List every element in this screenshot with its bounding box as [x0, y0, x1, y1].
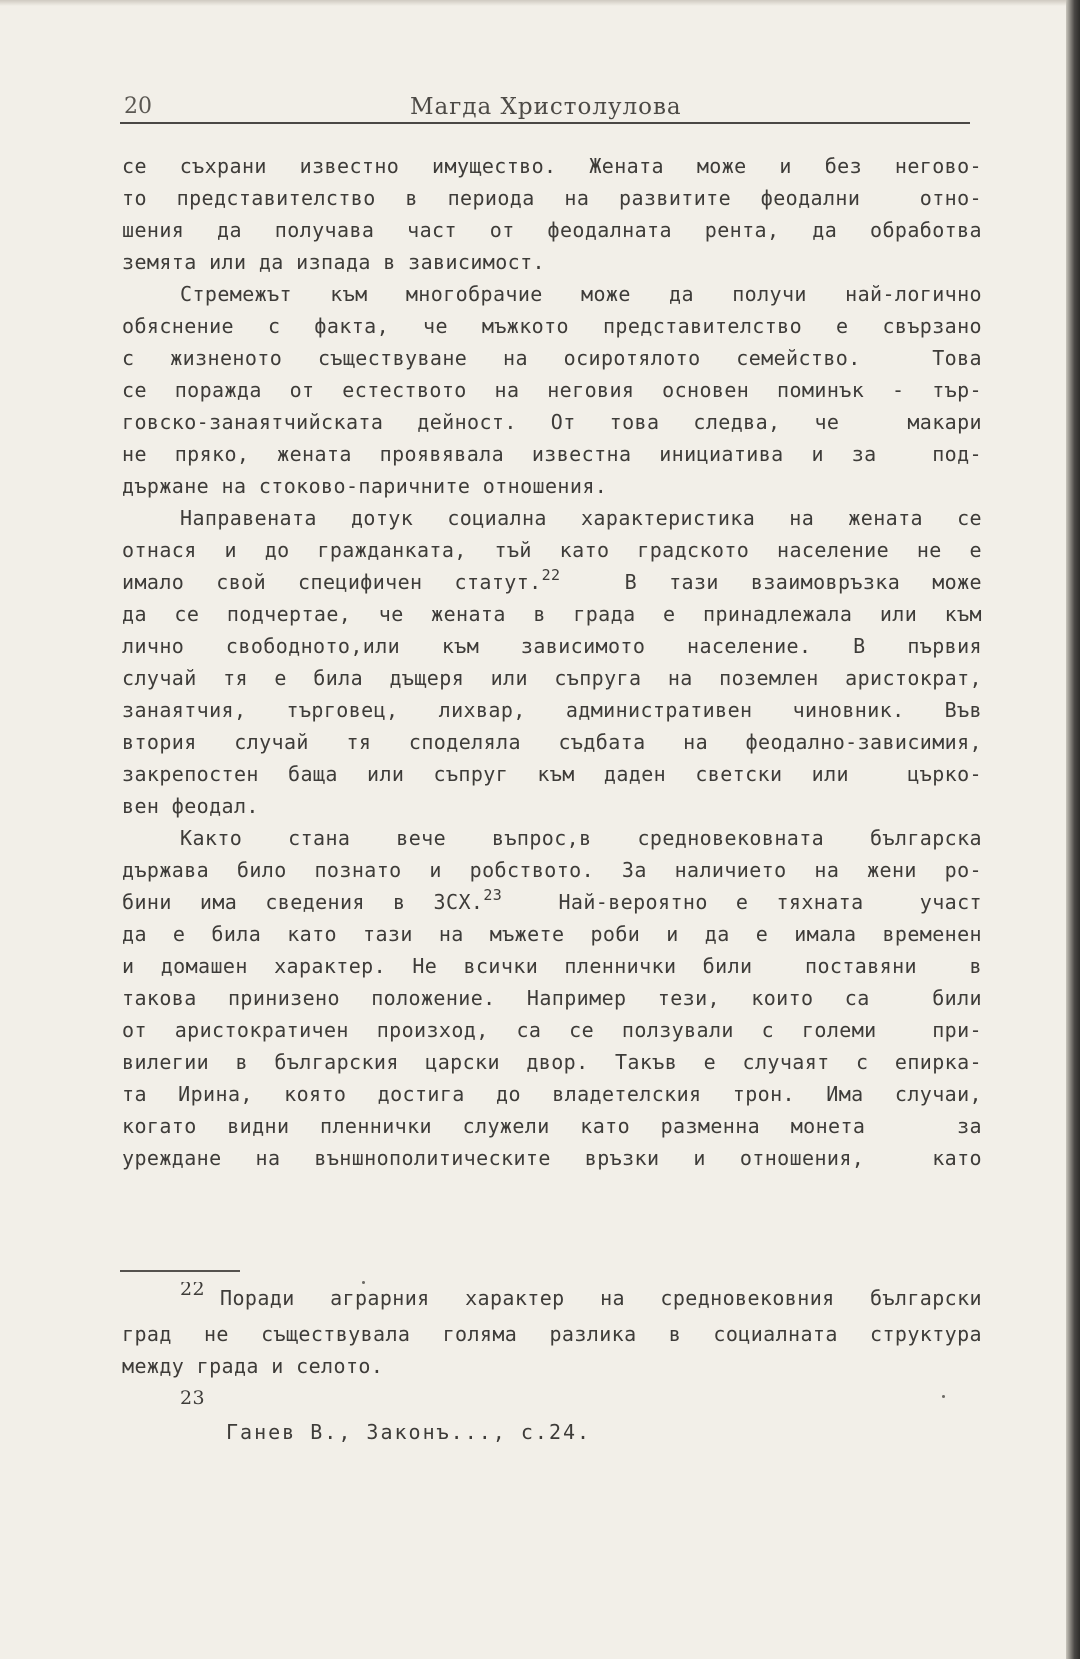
- body-text: [122, 150, 982, 1174]
- text-line: обяснение с факта, че мъжкото представителство е свързано: [122, 314, 982, 338]
- text-line: Направената дотук социална характеристика на жената се: [180, 506, 982, 530]
- text-line: държава било познато и робството. За наличието на жени ро-: [122, 858, 982, 882]
- text-line: и домашен характер. Не всички пленнички били поставяни в: [122, 954, 982, 978]
- footnotes: [122, 1282, 982, 1456]
- text-line: отнася и до гражданката, тъй като градското население не е: [122, 538, 982, 562]
- text-line: да се подчертае, че жената в града е принадлежала или към: [122, 602, 982, 626]
- text-line: уреждане на външнополитическите връзки и отношения, като: [122, 1146, 982, 1170]
- footnote-22: [122, 1282, 982, 1318]
- text-line: то представителство в периода на развитите феодални отно-: [122, 186, 982, 210]
- text-line: закрепостен баща или съпруг към даден светски или църко-: [122, 762, 982, 786]
- text-line: такова принизено положение. Например тези, които са били: [122, 986, 982, 1010]
- text-line: да е била като тази на мъжете роби и да е имала временен: [122, 922, 982, 946]
- text-line-with-ref-22: [122, 566, 982, 598]
- text-line: когато видни пленнички служели като разменна монета за: [122, 1114, 982, 1138]
- page-header: [120, 92, 970, 124]
- text-line: се поражда от естеството на неговия основен поминък - тър-: [122, 378, 982, 402]
- running-title: Магда Христолулова: [410, 94, 682, 120]
- text-line: случай тя е била дъщеря или съпруга на поземлен аристократ,: [122, 666, 982, 690]
- page-number: 20: [124, 94, 152, 119]
- footnote-ref-22[interactable]: 22: [541, 566, 561, 584]
- text-line: вен феодал.: [122, 794, 259, 818]
- footnote-22-line: Поради аграрния характер на средновековния български: [220, 1286, 982, 1310]
- text-line: не пряко, жената проявявала известна инициатива и за под-: [122, 442, 982, 466]
- text-line: вилегии в българския царски двор. Такъв е случаят с епирка-: [122, 1050, 982, 1074]
- text-line: се съхрани известно имущество. Жената може и без негово-: [122, 154, 982, 178]
- text-line: държане на стоково-паричните отношения.: [122, 474, 608, 498]
- footnote-number-23: 23: [180, 1387, 205, 1409]
- text-line-tail: Най-вероятно е тяхната участ: [558, 890, 982, 914]
- footnote-22-line: град не съществувала голяма разлика в социалната структура: [122, 1322, 982, 1346]
- text-line-tail: В тази взаимовръзка може: [624, 570, 982, 594]
- text-line: Както стана вече въпрос,в средновековната българска: [180, 826, 982, 850]
- footnote-ref-23[interactable]: 23: [483, 886, 503, 904]
- text-line: втория случай тя споделяла съдбата на феодално-зависимия,: [122, 730, 982, 754]
- text-line-head: имало свой специфичен статут.: [122, 570, 542, 594]
- page-top-edge: [0, 0, 1080, 6]
- text-line: земята или да изпада в зависимост.: [122, 250, 545, 274]
- footnote-divider: [120, 1270, 240, 1272]
- text-line-head: бини има сведения в ЗСХ.: [122, 890, 484, 914]
- text-line: с жизненото съществуване на осиротялото семейство. Това: [122, 346, 982, 370]
- scan-speck: [942, 1395, 945, 1398]
- page-binding-edge: [1066, 0, 1080, 1659]
- text-line-with-ref-23: [122, 886, 982, 918]
- text-line: занаятчия, търговец, лихвар, административен чиновник. Във: [122, 698, 982, 722]
- footnote-23-text: Ганев В., Законъ..., с.24.: [226, 1420, 592, 1444]
- text-line: говско-занаятчийската дейност. От това следва, че макари: [122, 410, 982, 434]
- footnote-number-22: 22: [180, 1282, 205, 1300]
- text-line: от аристократичен произход, са се ползували с големи при-: [122, 1018, 982, 1042]
- text-line: шения да получава част от феодалната рента, да обработва: [122, 218, 982, 242]
- scan-speck: [362, 1281, 365, 1284]
- text-line: лично свободното,или към зависимото население. В първия: [122, 634, 982, 658]
- text-line: Стремежът към многобрачие може да получи най-логично: [180, 282, 982, 306]
- footnote-22-line: между града и селото.: [122, 1354, 384, 1378]
- text-line: та Ирина, която достига до владетелския трон. Има случаи,: [122, 1082, 982, 1106]
